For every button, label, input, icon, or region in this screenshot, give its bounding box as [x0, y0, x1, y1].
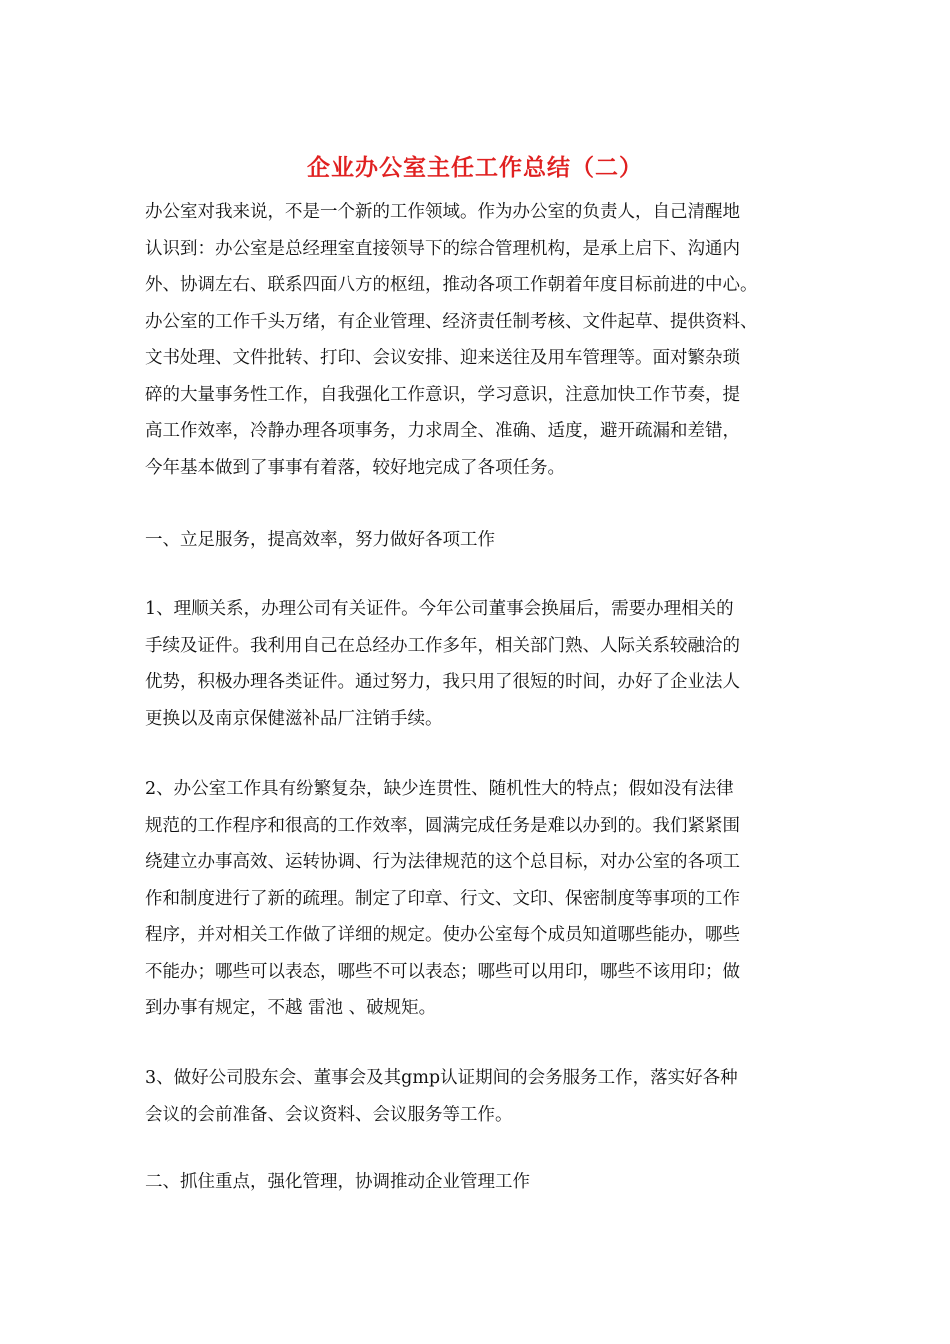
text-line: 更换以及南京保健滋补品厂注销手续。 [145, 708, 443, 729]
text-line: 认识到：办公室是总经理室直接领导下的综合管理机构，是承上启下、沟通内 [145, 238, 740, 259]
text-line: 文书处理、文件批转、打印、会议安排、迎来送往及用车管理等。面对繁杂琐 [145, 348, 740, 368]
text-line: 不能办；哪些可以表态，哪些不可以表态；哪些可以用印，哪些不该用印；做 [145, 961, 740, 982]
text-line: 办公室对我来说，不是一个新的工作领域。作为办公室的负责人，自己清醒地 [145, 202, 740, 222]
text-line: 今年基本做到了事事有着落，较好地完成了各项任务。 [145, 457, 565, 478]
text-line: 手续及证件。我利用自己在总经办工作多年，相关部门熟、人际关系较融洽的 [145, 635, 740, 656]
text-line: 到办事有规定，不越 雷池 、破规矩。 [145, 998, 437, 1018]
text-line: 高工作效率，冷静办理各项事务，力求周全、准确、适度，避开疏漏和差错， [145, 421, 740, 441]
text-line: 办公室的工作千头万绪，有企业管理、经济责任制考核、文件起草、提供资料、 [145, 311, 758, 332]
text-line: 规范的工作程序和很高的工作效率，圆满完成任务是难以办到的。我们紧紧围 [145, 815, 740, 836]
item-paragraph-2 [145, 771, 810, 1027]
heading-line: 一、立足服务，提高效率，努力做好各项工作 [145, 530, 495, 550]
text-line: 1、理顺关系，办理公司有关证件。今年公司董事会换届后，需要办理相关的 [145, 599, 734, 619]
text-line: 碎的大量事务性工作，自我强化工作意识，学习意识，注意加快工作节奏，提 [145, 384, 740, 405]
text-line: 作和制度进行了新的疏理。制定了印章、行文、文印、保密制度等事项的工作 [145, 888, 740, 909]
text-line: 3、做好公司股东会、董事会及其gmp认证期间的会务服务工作，落实好各种 [145, 1068, 738, 1088]
text-line: 2、办公室工作具有纷繁复杂，缺少连贯性、随机性大的特点；假如没有法律 [145, 779, 734, 799]
intro-paragraph [145, 194, 810, 486]
document-title: 企业办公室主任工作总结（二） [307, 154, 643, 181]
item-paragraph-3 [145, 1060, 810, 1133]
text-line: 绕建立办事高效、运转协调、行为法律规范的这个总目标，对办公室的各项工 [145, 852, 740, 872]
heading-line: 二、抓住重点，强化管理，协调推动企业管理工作 [145, 1172, 530, 1192]
item-paragraph-1 [145, 591, 810, 737]
section-heading-1 [145, 522, 810, 559]
text-line: 优势，积极办理各类证件。通过努力，我只用了很短的时间，办好了企业法人 [145, 672, 740, 692]
section-heading-2 [145, 1164, 810, 1201]
text-line: 外、协调左右、联系四面八方的枢纽，推动各项工作朝着年度目标前进的中心。 [145, 275, 758, 295]
text-line: 会议的会前准备、会议资料、会议服务等工作。 [145, 1104, 513, 1125]
text-line: 程序，并对相关工作做了详细的规定。使办公室每个成员知道哪些能办，哪些 [145, 925, 740, 945]
